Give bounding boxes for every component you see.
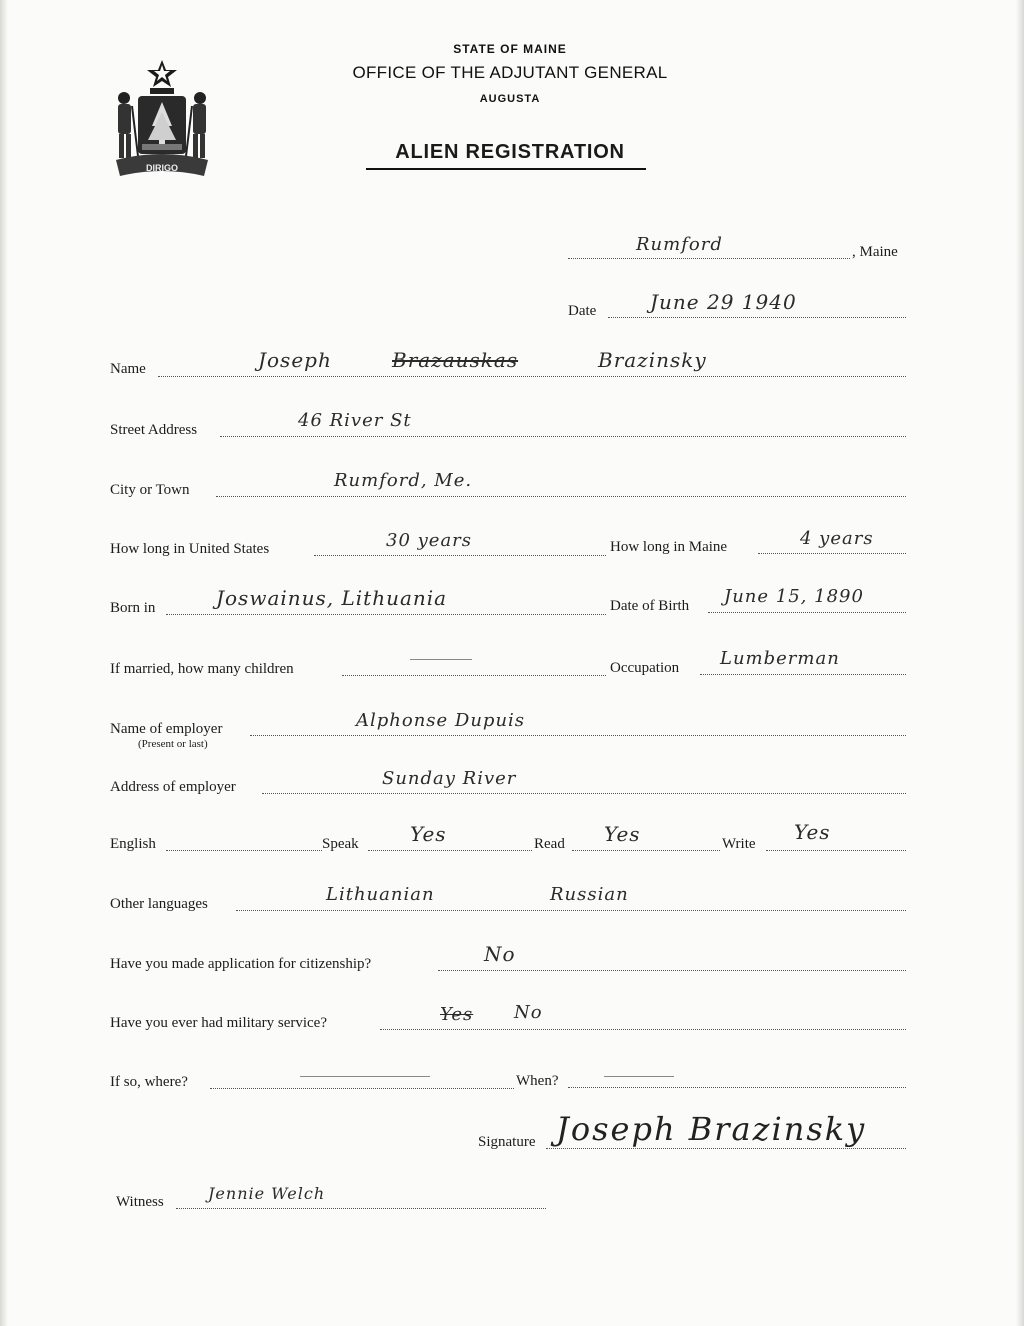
children-dash bbox=[410, 659, 472, 660]
citizenship-value: No bbox=[484, 942, 516, 966]
english-line bbox=[166, 850, 322, 851]
city-label: City or Town bbox=[110, 482, 190, 498]
street-label: Street Address bbox=[110, 422, 198, 438]
us-duration-line bbox=[314, 555, 606, 556]
occupation-value: Lumberman bbox=[720, 648, 840, 669]
children-line bbox=[342, 675, 606, 676]
scan-edge-right bbox=[1016, 0, 1024, 1326]
where-line bbox=[210, 1088, 514, 1089]
when-dash bbox=[604, 1076, 674, 1077]
maine-duration-line bbox=[758, 553, 906, 554]
speak-line bbox=[368, 850, 532, 851]
form-title: ALIEN REGISTRATION bbox=[395, 141, 625, 163]
employer-value: Alphonse Dupuis bbox=[356, 710, 526, 731]
dob-label: Date of Birth bbox=[610, 598, 690, 614]
born-in-label: Born in bbox=[110, 600, 156, 616]
seal-motto: DIRIGO bbox=[145, 163, 179, 173]
date-value: June 29 1940 bbox=[650, 290, 797, 314]
other-languages-label: Other languages bbox=[110, 896, 208, 912]
read-label: Read bbox=[534, 836, 565, 852]
name-surname: Brazinsky bbox=[598, 348, 707, 372]
other-language-2: Russian bbox=[550, 884, 629, 905]
military-struck: Yes bbox=[440, 1004, 474, 1025]
speak-value: Yes bbox=[410, 822, 447, 846]
when-label: When? bbox=[516, 1073, 559, 1089]
military-line bbox=[380, 1029, 906, 1030]
date-label: Date bbox=[568, 303, 597, 319]
read-value: Yes bbox=[604, 822, 641, 846]
name-struck: Brazauskas bbox=[392, 348, 519, 372]
us-duration-value: 30 years bbox=[386, 530, 473, 551]
header-city: AUGUSTA bbox=[479, 93, 541, 105]
employer-sublabel: (Present or last) bbox=[138, 738, 208, 750]
name-line bbox=[158, 376, 906, 377]
employer-address-line bbox=[262, 793, 906, 794]
header-state: STATE OF MAINE bbox=[453, 42, 567, 56]
place-line bbox=[568, 258, 850, 259]
title-underline bbox=[366, 168, 646, 170]
occupation-line bbox=[700, 674, 906, 675]
witness-line bbox=[176, 1208, 546, 1209]
employer-address-label: Address of employer bbox=[110, 779, 236, 795]
military-label: Have you ever had military service? bbox=[110, 1015, 327, 1031]
place-state-label: , Maine bbox=[852, 244, 898, 260]
state-seal-icon bbox=[108, 56, 216, 182]
where-dash bbox=[300, 1076, 430, 1077]
city-line bbox=[216, 496, 906, 497]
maine-duration-value: 4 years bbox=[800, 528, 874, 549]
signature-value: Joseph Brazinsky bbox=[556, 1110, 867, 1148]
date-line bbox=[608, 317, 906, 318]
witness-value: Jennie Welch bbox=[208, 1184, 326, 1203]
occupation-label: Occupation bbox=[610, 660, 680, 676]
dob-line bbox=[708, 612, 906, 613]
born-in-value: Joswainus, Lithuania bbox=[216, 586, 448, 610]
scan-edge-left bbox=[0, 0, 8, 1326]
employer-address-value: Sunday River bbox=[382, 768, 517, 789]
read-line bbox=[572, 850, 720, 851]
speak-label: Speak bbox=[322, 836, 359, 852]
city-value: Rumford, Me. bbox=[334, 470, 473, 491]
employer-line bbox=[250, 735, 906, 736]
citizenship-label: Have you made application for citizenship? bbox=[110, 956, 372, 972]
street-value: 46 River St bbox=[298, 410, 412, 431]
born-in-line bbox=[166, 614, 606, 615]
signature-label: Signature bbox=[478, 1134, 536, 1150]
write-value: Yes bbox=[794, 820, 831, 844]
witness-label: Witness bbox=[116, 1194, 164, 1210]
military-value: No bbox=[514, 1002, 543, 1023]
citizenship-line bbox=[438, 970, 906, 971]
signature-line bbox=[546, 1148, 906, 1149]
name-label: Name bbox=[110, 361, 146, 377]
other-languages-line bbox=[236, 910, 906, 911]
dob-value: June 15, 1890 bbox=[724, 586, 864, 607]
write-label: Write bbox=[722, 836, 756, 852]
english-label: English bbox=[110, 836, 156, 852]
header-office: OFFICE OF THE ADJUTANT GENERAL bbox=[352, 63, 668, 82]
write-line bbox=[766, 850, 906, 851]
us-duration-label: How long in United States bbox=[110, 541, 270, 557]
children-label: If married, how many children bbox=[110, 661, 294, 677]
where-label: If so, where? bbox=[110, 1074, 188, 1090]
maine-duration-label: How long in Maine bbox=[610, 539, 728, 555]
employer-label: Name of employer bbox=[110, 721, 223, 737]
when-line bbox=[568, 1087, 906, 1088]
other-language-1: Lithuanian bbox=[326, 884, 435, 905]
street-line bbox=[220, 436, 906, 437]
name-first: Joseph bbox=[258, 348, 332, 372]
place-value: Rumford bbox=[636, 234, 723, 255]
